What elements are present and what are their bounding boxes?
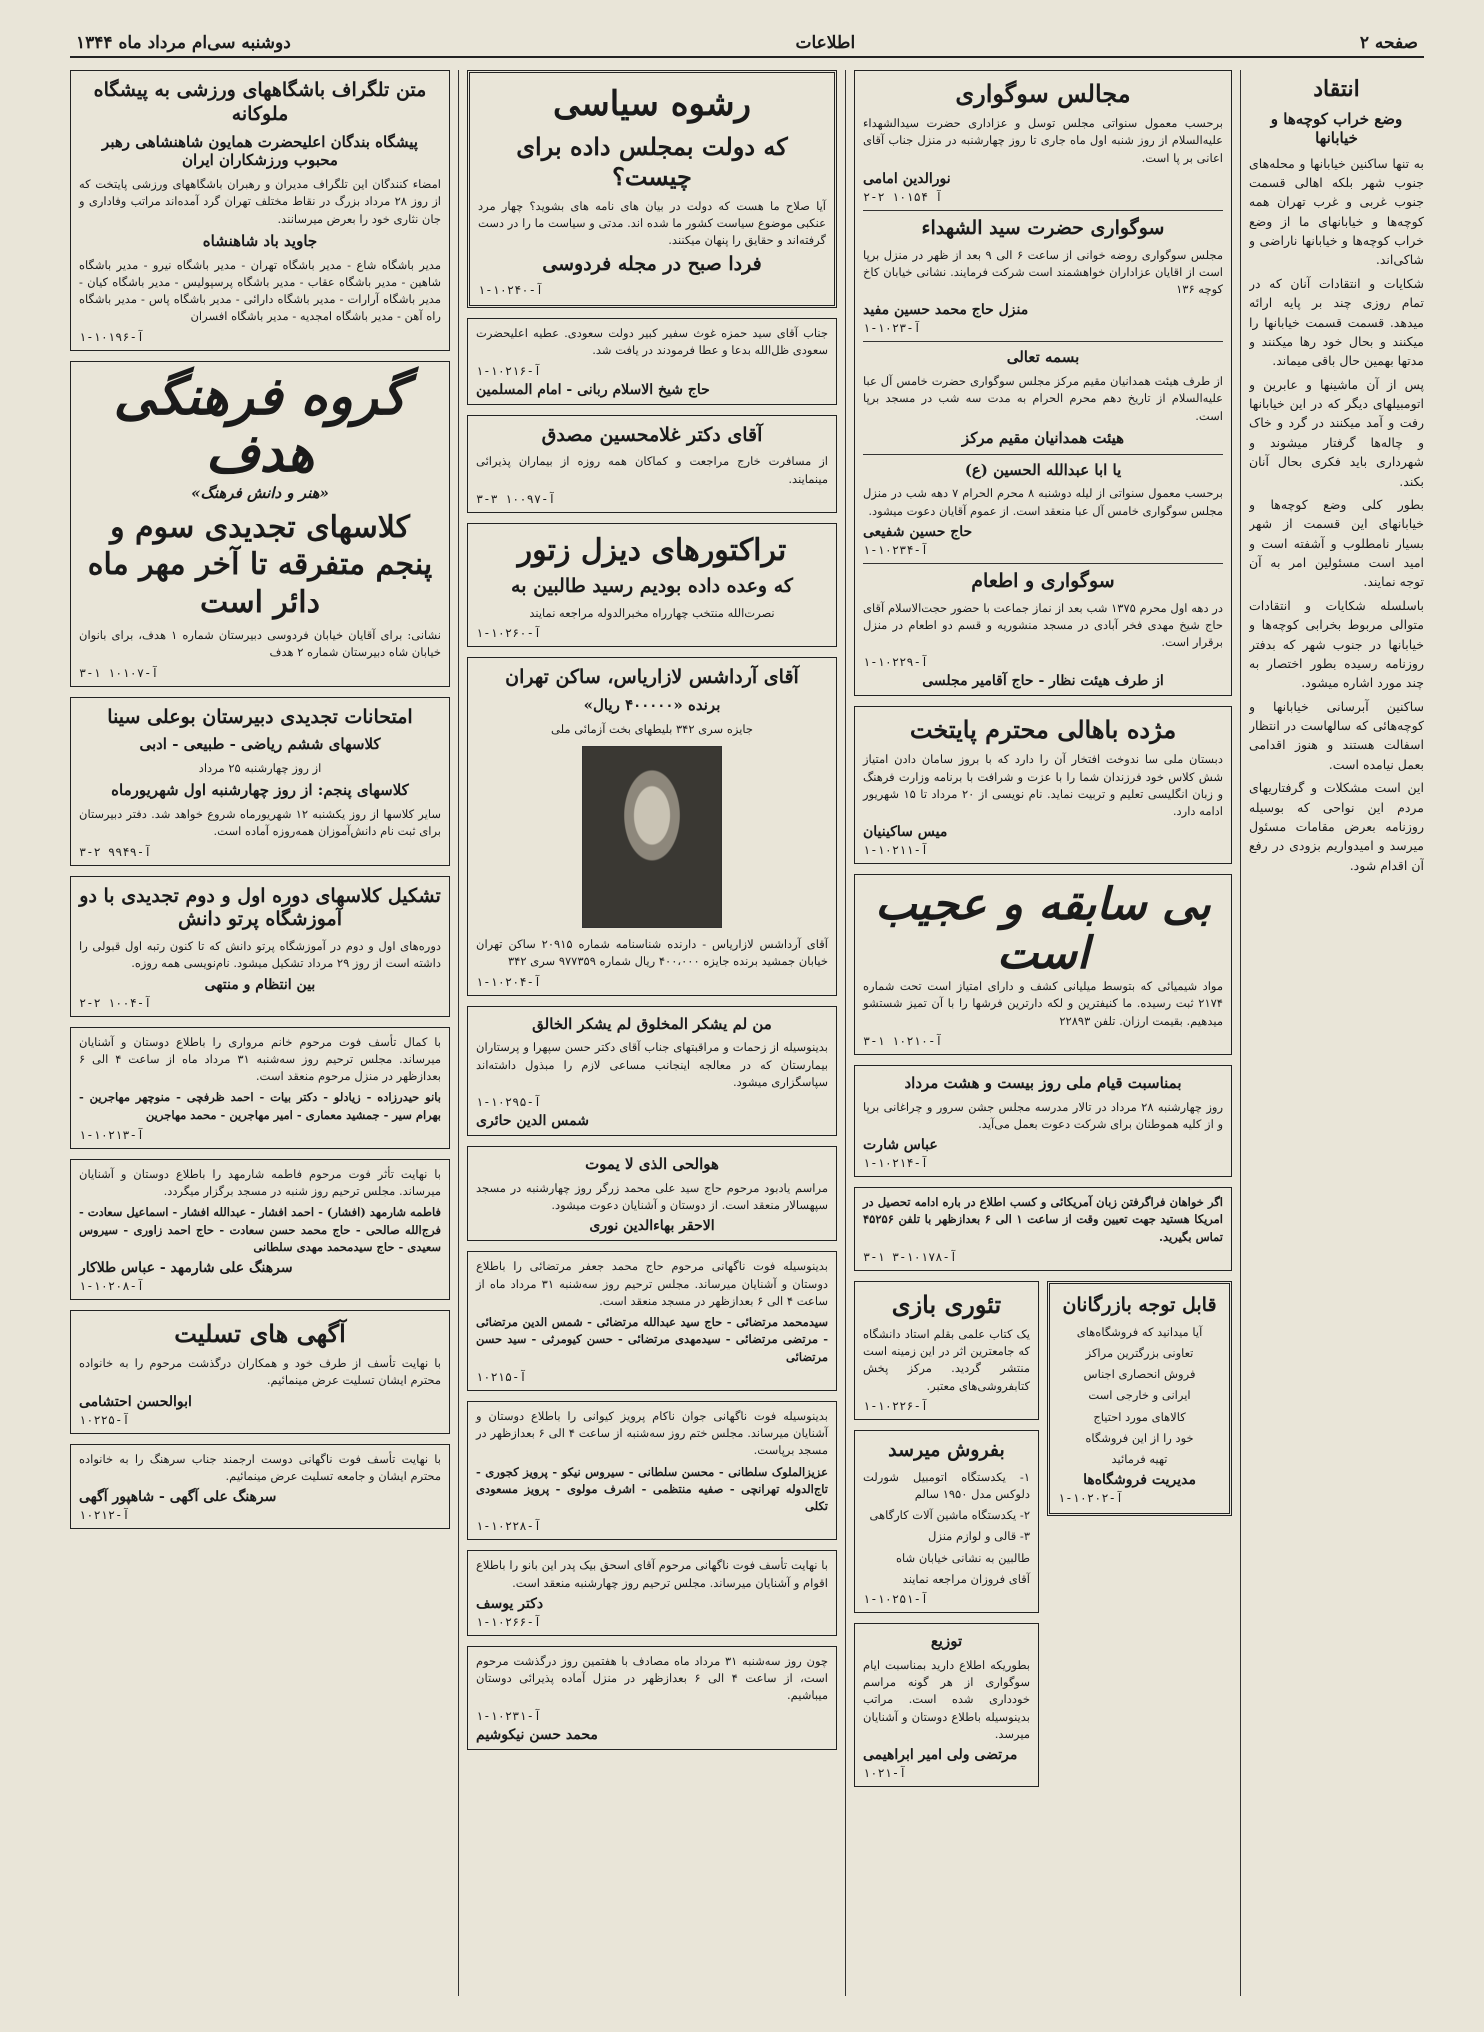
distribution-code: آ-۱۰۲۱ <box>863 1766 907 1781</box>
good-news-code: آ-۱۰۲۱۱-۱ <box>863 843 929 858</box>
column-left <box>70 70 450 1996</box>
bottom-ads-left <box>854 1281 1039 1797</box>
hadaf-title: گروه فرهنگی هدف <box>113 365 407 484</box>
family-thanks1-names: بانو حیدرزاده - زیادلو - دکتر بیات - احمد ظرفچی - منوچهر مهاجرین - بهرام سیر - جمشید معماری - امیر مهاجرین - محمد مهاجرین <box>79 1090 441 1122</box>
education-code: آ-۱۰۱۷۸-۳ ۱-۳ <box>863 1249 957 1264</box>
ad-text: برحسب معمول سنواتی از لیله دوشنبه ۸ محرم الحرام ۷ دهه شب در منزل مجلس سوگواری خامس آل عبا منعقد است. از عموم آقایان دعوت میشود. <box>863 486 1223 518</box>
bribery-text: آیا صلاح ما هست که دولت در بیان های نامه های بشوید؟ چهار مرد عنکبی موضوع سیاست کشور ما شده اند. مدتی و سیاست ما را در دست گرفته‌اند و حقایق را پنهان میکنند. <box>478 198 826 247</box>
for-sale-line: ۲- یکدستگاه ماشین آلات کارگاهی <box>869 1508 1030 1523</box>
education-box <box>854 1187 1232 1271</box>
polytechnic-box <box>70 876 450 1017</box>
lottery-caption: آقای آرداشس لازاریاس - دارنده شناسنامه شماره ۲۰۹۱۵ ساکن تهران خیابان جمشید برنده جایزه ۴۰۰،۰۰۰ ریال شماره ۹۷۷۳۵۹ سری ۳۴۲ <box>476 937 828 969</box>
bribery-subtitle: که دولت بمجلس داده برای چیست؟ <box>516 131 788 191</box>
for-sale-code: آ-۱۰۲۵۱-۱ <box>863 1592 929 1607</box>
anniversary-title: بمناسبت قیام ملی روز بیست و هشت مرداد <box>904 1073 1182 1092</box>
good-news-title: مژده باهالی محترم پایتخت <box>909 715 1177 745</box>
polytechnic-sign: بین انتظام و منتهی <box>204 976 316 993</box>
for-sale-line: ۱- یکدستگاه اتومبیل شورلت دلوکس مدل ۱۹۵۰ سالم <box>863 1469 1030 1501</box>
lottery-title: آقای آرداشس لازاریاس، ساکن تهران <box>505 666 799 689</box>
bereaved4-code: آ-۱۰۲۳۱-۱ <box>476 1708 542 1723</box>
family-thanks2-names: فاطمه شارمهد (افشار) - احمد افشار - عبدالله افشار - اسماعیل سعادت - فرج‌الله صالحی - حاج محمد حسن سعادت - حاج احمد زاوری - سیروس سعیدی - حاج سیدمحمد مهدی سلطانی <box>79 1205 441 1254</box>
critique-subtitle: وضع خراب کوچه‌ها و خیابانها <box>1270 110 1403 147</box>
thanks2-box <box>467 1006 837 1137</box>
avicenna-code: آ-۹۹۴۹ ۲-۳ <box>79 844 152 859</box>
thanks1-text: جناب آقای سید حمزه غوث سفیر کبیر دولت سعودی. عطیه اعلیحضرت سعودی ظل‌الله بدعا و عطا فرمودند در یافت شد. <box>476 326 828 358</box>
avicenna-line: کلاسهای ششم ریاضی - طبیعی - ادبی <box>139 735 381 754</box>
mourning-title: مجالس سوگواری <box>955 79 1131 108</box>
condolence-title: آگهی های تسلیت <box>174 1319 346 1349</box>
avicenna-title: امتحانات تجدیدی دبیرستان بوعلی سینا <box>107 705 413 728</box>
bottom-ads-right <box>1047 1281 1232 1797</box>
ad-sign: هیئت همدانیان مقیم مرکز <box>961 428 1125 447</box>
ad-title: یا ابا عبدالله الحسین (ع) <box>964 460 1122 479</box>
anniversary-sign: عباس شارت <box>863 1137 938 1154</box>
huwal-hayy-text: مراسم یادبود مرحوم حاج سید علی محمد زرگر روز چهارشنبه در مسجد سپهسالار منعقد است. از دوستان و آشنایان دعوت میشود. <box>476 1180 828 1212</box>
bribery-title: رشوه سیاسی <box>552 84 752 124</box>
telegram-names: مدیر باشگاه شاع - مدیر باشگاه تهران - مدیر باشگاه نیرو - مدیر باشگاه شاهین - مدیر باشگاه عقاب - مدیر باشگاه پرسپولیس - مدیر باشگاه کیان - مدیر باشگاه آرارات - مدیر باشگاه دارائی - مدیر باشگاه پاس - مدیر باشگاه راه آهن - مدیر باشگاه امجدیه - مدیر باشگاه افسران <box>79 257 441 324</box>
for-sale-line: آقای فروزان مراجعه نمایند <box>902 1571 1030 1586</box>
bereaved3-sign: دکتر یوسف <box>476 1595 544 1612</box>
bereaved4-box <box>467 1646 837 1750</box>
thanks2-code: آ-۱۰۲۹۵-۱ <box>476 1095 542 1109</box>
theory-title: تئوری بازی <box>891 1289 1002 1319</box>
bribery-box <box>467 70 837 308</box>
bereaved3-text: با نهایت تأسف فوت ناگهانی مرحوم آقای اسحق بیک پدر این بانو را باطلاع اقوام و آشنایان میرساند. مجلس ترحیم روز چهارشنبه منعقد است. <box>476 1558 828 1590</box>
distribution-text: بطوریکه اطلاع دارید بمناسبت ایام سوگواری از هر گونه مراسم خودداری شده است. مراتب بدینوسیله باطلاع دوستان و آشنایان میرسد. <box>863 1657 1030 1741</box>
condolence-text: با نهایت تأسف از طرف خود و همکاران درگذشت مرحوم را به خانواده محترم ایشان تسلیت عرض مینمائیم. <box>79 1356 441 1388</box>
bereaved2-text: بدینوسیله فوت ناگهانی جوان ناکام پرویز کیوانی را باطلاع دوستان و آشنایان میرساند. مجلس ختم روز سه‌شنبه از ساعت ۴ الی ۶ بعدازظهر در مسجد برپاست. <box>476 1408 828 1458</box>
condolence2-text: با نهایت تأسف فوت ناگهانی دوست ارجمند جناب سرهنگ را به خانواده محترم ایشان و جامعه تسلیت عرض مینمائیم. <box>79 1451 441 1483</box>
critique-para: به تنها ساکنین خیابانها و محله‌های جنوب شهر بلکه اهالی قسمت جنوب غربی و غرب تهران همه کوچه‌ها و خیابانهای ما از وضع خراب کوچه‌ها و خیابانها ناراضی و شاکی‌اند. <box>1249 155 1424 268</box>
condolence-code: آ-۱۰۲۲۵ <box>79 1412 130 1427</box>
lottery-code: آ-۱۰۲۰۴-۱ <box>476 974 542 989</box>
anniversary-box <box>854 1065 1232 1177</box>
bereaved2-box <box>467 1401 837 1541</box>
ad-title: سوگواری و اطعام <box>971 569 1115 592</box>
tractors-subtitle: که وعده داده بودیم رسید طالبین به <box>511 575 793 598</box>
critique-para: شکایات و انتقادات آنان که در تمام روزی چند بر پایه ارائه میدهد. قسمت قسمت خیابانها را میکنند و بحال خود رها میکنند و مدتها بهمین حال باقی میماند. <box>1249 275 1424 369</box>
paper-name: اطلاعات <box>795 33 856 53</box>
thanks1-code: آ-۱۰۲۱۶-۱ <box>476 363 542 378</box>
condolence2-code: آ-۱۰۲۱۲ <box>79 1508 130 1523</box>
thanks2-sign: شمس الدین حائری <box>476 1113 589 1129</box>
bazaar-line: آیا میدانید که فروشگاه‌های <box>1076 1324 1203 1339</box>
condolence-sign: ابوالحسن احتشامی <box>79 1393 192 1410</box>
bribery-footer: فردا صبح در مجله فردوسی <box>542 253 762 276</box>
bereaved1-box <box>467 1251 837 1391</box>
telegram-code: آ-۱۰۱۹۶-۱ <box>79 329 145 344</box>
avicenna-line: کلاسهای پنجم: از روز چهارشنبه اول شهریورماه <box>111 781 409 800</box>
bereaved1-text: بدینوسیله فوت ناگهانی مرحوم حاج محمد جعفر مرتضائی را باطلاع دوستان و آشنایان میرساند. مجلس ترحیم روز سه‌شنبه ۳۱ مرداد ماه از ساعت ۴ الی ۶ بعدازظهر در مسجد منعقد است. <box>476 1259 828 1308</box>
condolence-box <box>70 1310 450 1434</box>
unprecedented-title: بی سابقه و عجیب است <box>875 879 1211 979</box>
bazaar-box <box>1047 1281 1232 1517</box>
bereaved3-code: آ-۱۰۲۶۶-۱ <box>476 1614 542 1629</box>
ad-code: آ-۱۰۲۲۹-۱ <box>863 655 929 670</box>
tractors-box <box>467 523 837 648</box>
hadaf-headline: کلاسهای تجدیدی سوم و پنجم متفرقه تا آخر مهر ماه دائر است <box>87 509 433 620</box>
unprecedented-box <box>854 874 1232 1055</box>
column-rule <box>845 70 846 1996</box>
theory-text: یک کتاب علمی بقلم استاد دانشگاه که جامعترین اثر در این زمینه است منتشر گردید. مرکز پخش کتابفروشی‌های معتبر. <box>863 1326 1030 1393</box>
telegram-box <box>70 70 450 351</box>
ad-sign: منزل حاج محمد حسین مفید <box>863 302 1029 319</box>
ad-text: مجلس سوگواری روضه خوانی از ساعت ۶ الی ۹ بعد از ظهر در منزل برپا است از اقایان عزاداران خواهشمند است شرکت فرمایند. نشانی خیابان کاخ کوچه ۱۳۶ <box>863 247 1223 296</box>
hadaf-text: نشانی: برای آقایان خیابان فردوسی دبیرستان شماره ۱ هدف، برای بانوان خیابان شاه دبیرستان شماره ۲ هدف <box>79 628 441 660</box>
ad-text: برحسب معمول سنواتی مجلس توسل و عزاداری حضرت سیدالشهداء علیه‌السلام از روز شنبه اول ماه جاری تا روز چهارشنبه در منزل جناب آقای اعانی بر پا است. <box>863 116 1223 165</box>
good-news-sign: میس ساکینیان <box>863 824 948 841</box>
winner-portrait-photo <box>582 746 722 928</box>
polytechnic-code: آ-۱۰۰۴ ۲-۲ <box>79 995 152 1010</box>
huwal-hayy-sign: الاحقر بهاءالدین نوری <box>589 1218 715 1235</box>
ad-text: در دهه اول محرم ۱۳۷۵ شب بعد از نماز جماعت با حضور حجت‌الاسلام آقای حاج شیخ مهدی فخر آبادی در مسجد منشوریه و قسم دو اطعام در منزل برقرار است. <box>863 600 1223 649</box>
critique-para: پس از آن ماشینها و عابرین و اتومبیلهای دیگر که در این خیابانها رفت و آمد میکنند در گرد و خاک و چاله‌ها گرفتار میشوند و شهرداری باید فکری بحال آنان بکند. <box>1249 376 1424 489</box>
mossadegh-box <box>467 415 837 513</box>
hadaf-subtitle: «هنر و دانش فرهنگ» <box>191 483 329 502</box>
bazaar-line: ایرانی و خارجی است <box>1088 1388 1191 1403</box>
critique-para: این است مشکلات و گرفتاریهای مردم این نواحی که بوسیله روزنامه بعرض مقامات مسئول میرسد و امیدواریم بزودی در رفع آن اقدام شود. <box>1249 780 1424 873</box>
education-text: اگر خواهان فراگرفتن زبان آمریکائی و کسب اطلاع در باره ادامه تحصیل در امریکا هستید جهت تعیین وقت از ساعت ۱ الی ۶ بعدازظهر با تلفن ۴۵۲۵۶ تماس بگیرید. <box>863 1195 1223 1244</box>
polytechnic-text: دوره‌های اول و دوم در آموزشگاه پرتو دانش که تا کنون رتبه اول قبولی را داشته است از روز ۲۹ مرداد تشکیل میشود. نام‌نویسی همه روزه. <box>79 939 441 971</box>
critique-para: ساکنین آبرسانی خیابانها و کوچه‌هائی که سالهاست در انتظار اسفالت هستند و هنوز اقدامی بعمل نیامده است. <box>1249 698 1424 772</box>
lottery-line: جایزه سری ۳۴۲ بلیطهای بخت آزمائی ملی <box>550 721 754 736</box>
column-critique <box>1249 70 1424 1996</box>
for-sale-line: ۳- قالی و لوازم منزل <box>928 1529 1030 1544</box>
huwal-hayy-title: هوالحی الذی لا یموت <box>585 1155 719 1173</box>
bazaar-code: آ-۱۰۲۰۲-۱ <box>1058 1491 1124 1506</box>
telegram-subtitle: پیشگاه بندگان اعلیحضرت همایون شاهنشاهی رهبر محبوب ورزشکاران ایران <box>102 132 418 170</box>
page-label: صفحه ۲ <box>1359 33 1418 53</box>
family-thanks2-text: با نهایت تأثر فوت مرحوم فاطمه شارمهد را باطلاع دوستان و آشنایان میرساند. مجلس ترحیم روز شنبه در مسجد برگزار میگردد. <box>79 1166 441 1199</box>
avicenna-box <box>70 697 450 866</box>
bereaved2-code: آ-۱۰۲۲۸-۱ <box>476 1519 542 1534</box>
good-news-text: دبستان ملی سا ندوخت افتخار آن را دارد که با بروز سامان دادن امتیاز شش کلاس خود فرزندان شما را با عزت و شرافت با برنامه وزارت فرهنگ و زبان انگلیسی تعلیم و تربیت نماید. نام نویسی از ۲۰ مرداد تا ۱۵ شهریور ادامه دارد. <box>863 752 1223 818</box>
ad-title: سوگواری حضرت سید الشهداء <box>921 216 1165 239</box>
theory-code: آ-۱۰۲۲۶-۱ <box>863 1398 929 1413</box>
mossadegh-text: از مسافرت خارج مراجعت و کماکان همه روزه از بیماران پذیرائی مینمایند. <box>476 454 828 486</box>
anniversary-text: روز چهارشنبه ۲۸ مرداد در تالار مدرسه مجلس جشن سرور و چراغانی برپا و از کلیه هموطنان برای شرکت دعوت بعمل می‌آید. <box>863 1099 1223 1131</box>
ad-sign: حاج حسین شفیعی <box>863 523 973 540</box>
bereaved4-text: چون روز سه‌شنبه ۳۱ مرداد ماه مصادف با هفتمین روز درگذشت مرحوم است، از ساعت ۴ الی ۶ بعدازظهر در منزل آماده پذیرائی دوستان میباشیم. <box>476 1653 829 1703</box>
for-sale-title: بفروش میرسد <box>888 1438 1005 1461</box>
tractors-title: تراکتورهای دیزل زتور <box>517 532 787 568</box>
condolence2-sign: سرهنگ علی آگهی - شاهپور آگهی <box>79 1489 277 1506</box>
column-rule <box>1240 70 1241 1996</box>
column-rule <box>458 70 459 1996</box>
distribution-title: توزیع <box>930 1632 963 1651</box>
mossadegh-code: آ-۱۰۰۹۷ ۳-۳ <box>476 491 556 506</box>
condolence2-box <box>70 1444 450 1530</box>
lottery-subtitle: برنده «۴۰۰۰۰۰ ریال» <box>583 696 721 714</box>
column-mourning <box>854 70 1232 1996</box>
ad-sign: از طرف هیئت نظار - حاج آقامیر مجلسی <box>922 673 1164 690</box>
thanks2-title: من لم یشکر المخلوق لم یشکر الخالق <box>532 1014 772 1033</box>
unprecedented-code: آ-۱۰۲۱۰ ۱-۳ <box>863 1033 943 1048</box>
tractors-text: نصرت‌الله منتخب چهارراه مخبرالدوله مراجعه نمایند <box>529 606 775 620</box>
critique-title: انتقاد <box>1313 76 1360 102</box>
mossadegh-title: آقای دکتر غلامحسین مصدق <box>541 423 763 446</box>
bereaved4-sign: محمد حسن نیکوشیم <box>476 1726 598 1743</box>
hadaf-box <box>70 361 450 687</box>
anniversary-code: آ-۱۰۲۱۴-۱ <box>863 1156 929 1171</box>
ad-code: آ ۱۰۱۵۴ ۲-۲ <box>863 189 943 204</box>
telegram-text: امضاء کنندگان این تلگراف مدیران و رهبران باشگاههای ورزشی پایتخت که از روز ۲۸ مرداد بزرگ در نقاط مختلف تهران گرد آمده‌اند مراتب وفاداری و جان نثاری خود را بعرض میرسانند. <box>79 177 441 226</box>
thanks1-sign: حاج شیخ الاسلام ربانی - امام المسلمین <box>476 381 710 398</box>
for-sale-box <box>854 1430 1039 1613</box>
ad-sign: نورالدین امامی <box>863 170 951 187</box>
huwal-hayy-box <box>467 1146 837 1241</box>
family-thanks1-code: آ-۱۰۲۱۳-۱ <box>79 1127 145 1142</box>
family-thanks1-box <box>70 1027 450 1149</box>
polytechnic-title: تشکیل کلاسهای دوره اول و دوم تجدیدی با دو آموزشگاه پرتو دانش <box>79 884 441 931</box>
masthead <box>70 30 1424 58</box>
avicenna-line: از روز چهارشنبه ۲۵ مرداد <box>198 761 322 776</box>
family-thanks2-sign: سرهنگ علی شارمهد - عباس طلاکار <box>79 1260 293 1277</box>
good-news-box <box>854 706 1232 864</box>
distribution-box <box>854 1623 1039 1787</box>
lottery-box <box>467 657 837 995</box>
bazaar-line: خود را از این فروشگاه <box>1085 1430 1194 1445</box>
telegram-title: متن تلگراف باشگاههای ورزشی به پیشگاه ملوکانه <box>93 79 427 125</box>
theory-box <box>854 1281 1039 1420</box>
bereaved1-code: آ-۱۰۲۱۵ <box>476 1369 527 1384</box>
issue-date: دوشنبه سی‌ام مرداد ماه ۱۳۴۴ <box>76 33 291 53</box>
hadaf-code: آ-۱۰۱۰۷ ۱-۳ <box>79 665 159 680</box>
bazaar-line: تعاونی بزرگترین مراکز <box>1085 1345 1194 1360</box>
bottom-ads-row <box>854 1281 1232 1797</box>
ad-code: آ-۱۰۲۳۴-۱ <box>863 542 929 557</box>
critique-para: باسلسله شکایات و انتقادات متوالی مربوط بخرابی کوچه‌ها و خیابانها در جنوب شهر که بدفتر روزنامه رسیده بطور اختصار به چند مورد اشاره میشود. <box>1249 597 1424 691</box>
family-thanks2-code: آ-۱۰۲۰۸-۱ <box>79 1279 145 1294</box>
bazaar-line: تهیه فرمائید <box>1111 1452 1168 1467</box>
ad-code: آ-۱۰۲۳-۱ <box>863 321 921 336</box>
for-sale-line: طالبین به نشانی خیابان شاه <box>896 1550 1030 1565</box>
unprecedented-text: مواد شیمیائی که بتوسط میلیانی کشف و دارای امتیاز است تحت شماره ۲۱۷۴ ثبت رسیده. ما کنیفترین و لکه دارترین فرشها را با آن تمیز شستشو میدهیم. بقیمت ارزان. تلفن ۲۲۸۹۳ <box>863 979 1223 1028</box>
bereaved1-names: سیدمحمد مرتضائی - حاج سید عبدالله مرتضائی - شمس الدین مرتضائی - مرتضی مرتضائی - سیدمهدی مرتضائی - حسن کیومرثی - سید حسن مرتضائی <box>476 1315 828 1364</box>
mourning-box <box>854 70 1232 696</box>
ad-text: از طرف هیئت همدانیان مقیم مرکز مجلس سوگواری حضرت خامس آل عبا علیه‌السلام از تاریخ دهم محرم الحرام به مدت سه شب در مسجد برپا است. <box>863 374 1223 423</box>
thanks1-box <box>467 318 837 405</box>
family-thanks2-box <box>70 1159 450 1300</box>
telegram-heading: جاوید باد شاهنشاه <box>202 231 318 250</box>
bazaar-line: فروش انحصاری اجناس <box>1083 1367 1196 1382</box>
bazaar-title: قابل توجه بازرگانان <box>1062 1293 1217 1316</box>
avicenna-text: سایر کلاسها از روز یکشنبه ۱۲ شهریورماه شروع خواهد شد. دفتر دبیرستان برای ثبت نام دانش‌آموزان همه‌روزه آماده است. <box>79 807 441 839</box>
ad-title: بسمه تعالی <box>1006 348 1080 367</box>
bereaved3-box <box>467 1550 837 1636</box>
thanks2-text: بدینوسیله از زحمات و مراقبتهای جناب آقای دکتر حسن سپهرا و پرستاران بیمارستان که در معالجه اینجانب مساعی لازم را مبذول داشته‌اند سپاسگزاری میشود. <box>476 1040 828 1089</box>
critique-para: بطور کلی وضع کوچه‌ها و خیابانهای این قسمت از شهر بسیار نامطلوب و آشفته است و امید است مسئولین امر به آن توجه نمایند. <box>1249 496 1424 590</box>
family-thanks1-text: با کمال تأسف فوت مرحوم خانم مرواری را باطلاع دوستان و آشنایان میرساند. مجلس ترحیم روز سه‌شنبه ۳۱ مرداد ماه از ساعت ۴ الی ۶ بعدازظهر در منزل مرحوم منعقد است. <box>79 1034 441 1084</box>
bereaved2-names: عزیزالملوک سلطانی - محسن سلطانی - سیروس نیکو - پرویز کجوری - تاج‌الدوله تهرانچی - صفیه منتظمی - اشرف مولوی - پرویز مسعودی تکلی <box>476 1464 828 1513</box>
distribution-sign: مرتضی ولی امیر ابراهیمی <box>863 1747 1018 1764</box>
column-center <box>467 70 837 1996</box>
bazaar-line: مدیریت فروشگاه‌ها <box>1083 1472 1196 1489</box>
tractors-code: آ-۱۰۲۶۰-۱ <box>476 626 542 641</box>
bribery-code: آ-۱۰۲۴۰-۱ <box>478 283 544 297</box>
bazaar-line: کالاهای مورد احتیاج <box>1093 1409 1186 1424</box>
